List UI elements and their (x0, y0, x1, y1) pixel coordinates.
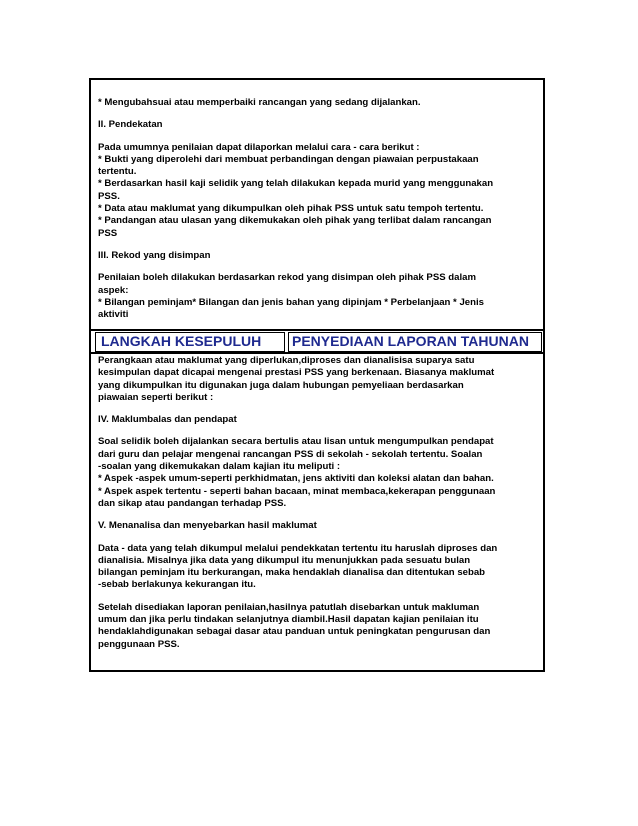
text-line: yang dikumpulkan itu digunakan juga dalam hubungan pemyeliaan berdasarkan (98, 379, 464, 391)
text-line: * Aspek -aspek umum-seperti perkhidmatan, jens aktiviti dan koleksi alatan dan bahan. (98, 473, 494, 485)
text-line: umum dan jika perlu tindakan selanjutnya diambil.Hasil dapatan kajian penilaian itu (98, 614, 479, 626)
top-section (91, 97, 543, 321)
text-line: piawaian seperti berikut : (98, 391, 214, 403)
text-line: bilangan peminjam itu berkurangan, maka hendaklah dianalisa dan ditentukan sebab (98, 567, 486, 579)
heading-step-label: LANGKAH KESEPULUH (95, 332, 285, 352)
text-line: aktiviti (98, 309, 129, 321)
text-line: aspek: (98, 284, 129, 296)
text-line: hendaklahdigunakan sebagai dasar atau panduan untuk peningkatan pengurusan dan (98, 626, 491, 638)
bottom-section (91, 355, 543, 651)
text-line: * Aspek aspek tertentu - seperti bahan bacaan, minat membaca,kekerapan penggunaan (98, 485, 496, 497)
text-line: * Berdasarkan hasil kaji selidik yang telah dilakukan kepada murid yang menggunakan (98, 178, 494, 190)
heading-maklumbalas: IV. Maklumbalas dan pendapat (98, 414, 237, 426)
text-line: PSS. (98, 190, 120, 202)
paragraph-pendekatan (98, 142, 535, 240)
text-line: Soal selidik boleh dijalankan secara bertulis atau lisan untuk mengumpulkan pendapat (98, 436, 494, 448)
text-line: dari guru dan pelajar mengenai rancangan PSS di sekolah - sekolah tertentu. Soalan (98, 448, 483, 460)
text-line: penggunaan PSS. (98, 638, 180, 650)
paragraph-objective: * Mengubahsuai atau memperbaiki rancangan yang sedang dijalankan. (98, 97, 421, 108)
text-line: tertentu. (98, 166, 137, 178)
text-line: -soalan yang dikemukakan dalam kajian itu meliputi : (98, 461, 341, 473)
text-line: * Data atau maklumat yang dikumpulkan oleh pihak PSS untuk satu tempoh tertentu. (98, 203, 484, 215)
text-line: * Pandangan atau ulasan yang dikemukakan oleh pihak yang terlibat dalam rancangan (98, 215, 492, 227)
paragraph-menganalisa (98, 543, 535, 592)
heading-step-title: PENYEDIAAN LAPORAN TAHUNAN (288, 332, 542, 352)
text-line: Penilaian boleh dilakukan berdasarkan rekod yang disimpan oleh pihak PSS dalam (98, 272, 477, 284)
section-heading-bar (91, 329, 543, 354)
paragraph-laporan (98, 602, 535, 651)
paragraph-maklumbalas (98, 436, 535, 510)
text-line: Pada umumnya penilaian dapat dilaporkan melalui cara - cara berikut : (98, 141, 420, 153)
heading-pendekatan: II. Pendekatan (98, 119, 163, 131)
text-line: Perangkaan atau maklumat yang diperlukan,diproses dan dianalisisa suparya satu (98, 355, 475, 366)
text-line: dan sikap atau pandangan terhadap PSS. (98, 497, 287, 509)
text-line: * Bilangan peminjam* Bilangan dan jenis bahan yang dipinjam * Perbelanjaan * Jenis (98, 296, 484, 308)
text-line: -sebab berlakunya kekurangan itu. (98, 579, 256, 591)
text-line: PSS (98, 227, 118, 239)
heading-rekod: III. Rekod yang disimpan (98, 249, 211, 261)
document-frame (89, 78, 545, 672)
text-line: * Bukti yang diperolehi dari membuat perbandingan dengan piawaian perpustakaan (98, 153, 479, 165)
heading-menganalisa: V. Menanalisa dan menyebarkan hasil maklumat (98, 520, 317, 532)
text-line: Setelah disediakan laporan penilaian,hasilnya patutlah disebarkan untuk makluman (98, 601, 480, 613)
paragraph-rekod (98, 272, 535, 321)
text-line: dianalisia. Misalnya jika data yang dikumpul itu menunjukkan pada sesuatu bulan (98, 554, 471, 566)
text-line: Data - data yang telah dikumpul melalui pendekkatan tertentu itu haruslah diproses dan (98, 542, 498, 554)
paragraph-intro (98, 355, 535, 404)
text-line: kesimpulan dapat dicapai mengenai prestasi PSS yang berkenaan. Biasanya maklumat (98, 367, 495, 379)
